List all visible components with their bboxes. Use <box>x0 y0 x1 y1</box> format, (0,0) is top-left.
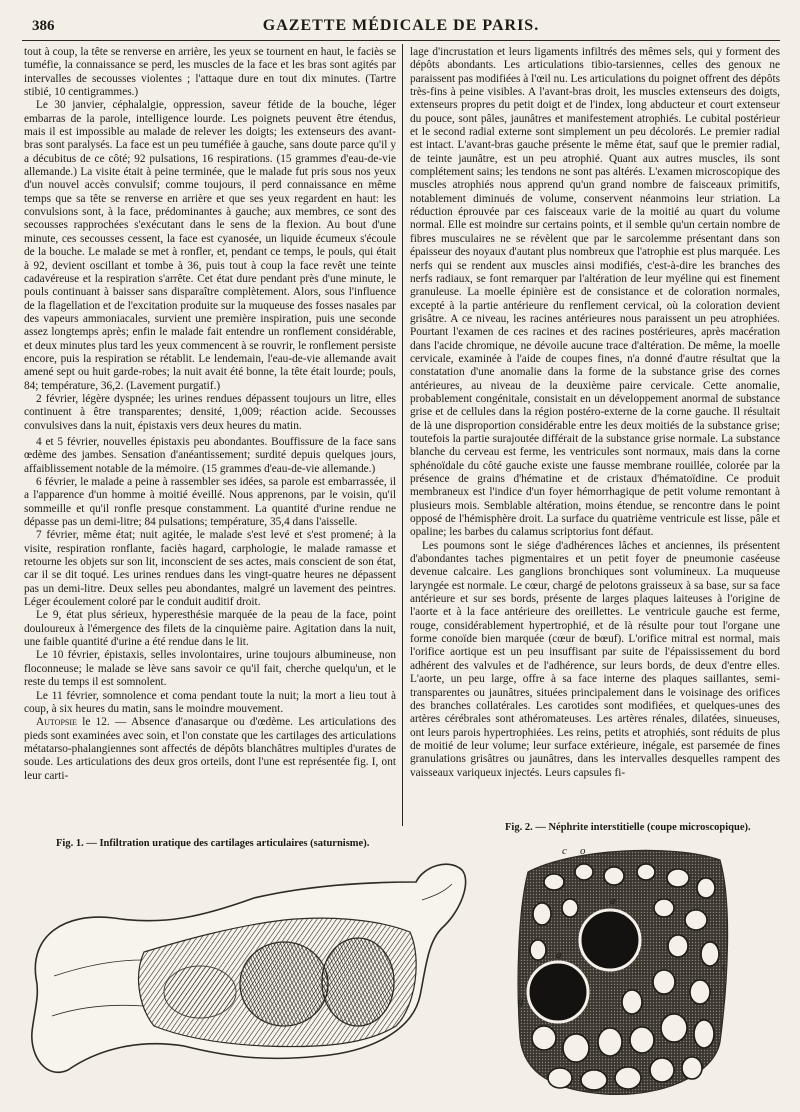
journal-title: GAZETTE MÉDICALE DE PARIS. <box>262 17 540 34</box>
autopsy-text: le 12. — Absence d'anasarque ou d'œdème. Les articulations des pieds sont examinées avec soin, et l'on constate que les cartilages des articulations métatarso-phalangiennes sont affectés de dépôts blanchâtres multiples d'urates de soude. Les articulations des deux gros orteils, dont l'une est représentée fig. I, ont leur carti- <box>24 716 396 782</box>
tubule <box>562 899 578 917</box>
page-header <box>22 14 780 41</box>
tubule <box>581 1070 607 1090</box>
tubule <box>533 903 551 925</box>
column-divider <box>402 44 403 826</box>
tubule <box>650 1058 674 1082</box>
tubule <box>701 942 719 966</box>
tubule <box>697 878 715 898</box>
page-number: 386 <box>32 18 55 34</box>
tubule <box>690 980 710 1004</box>
paragraph: lage d'incrustation et leurs ligaments infiltrés des mêmes sels, qui y forment des dépôts abondants. Les articulations tibio-tarsiennes, celles des genoux ne paraissent pas modifiées à l'œil nu. Les articulations du poignet offrent des dépôts très-fins à peine visibles. A l'avant-bras droit, les muscles extenseurs des doigts, extenseurs propres du petit doigt et de l'index, long abducteur et court extenseur du pouce, sont pâles, jaunâtres et manifestement atrophiés. Le cubital postérieur et le second radial externe sont simplement un peu décolorés. Le premier radial est intact. L'avant-bras gauche présente le même état, sauf que le premier radial, de teinte jaunâtre, est un peu atrophié. Quant aux autres muscles, ils sont complétement sains; les tendons ne sont pas altérés. L'examen microscopique des muscles atrophiés nous apprend qu'un grand nombre de faisceaux primitifs, notablement diminués de volume, conservent néanmoins leur striation. La réduction éprouvée par ces faisceaux varie de la moitié au quart du volume normal. Elle est moindre sur certains points, et il semble qu'un certain nombre de fibres musculaires ne se révèlent que par le sarcolemme présentant dans son épaisseur des noyaux d'autant plus nombreux que l'atrophie est plus marquée. Les nerfs qui se rendent aux muscles ainsi modifiés, c'est-à-dire les branches des nerfs radiaux, se font remarquer par l'altération de leur myéline qui est finement granuleuse. La moelle épinière est de consistance et de coloration normales, excepté à la partie antérieure du renflement cervical, où la coloration devient grisâtre. A ce niveau, les racines antérieures nous paraissent un peu atrophiées. Pourtant l'examen de ces racines et des racines postérieures, après macération dans l'acide chromique, ne dévoile aucune trace d'altération. De même, la moelle cervicale, examinée à l'aide de coupes fines, n'a donné d'autre résultat que la constatation d'une anomalie dans la forme de la substance grise des cornes antérieures, au niveau de la deuxième paire cervicale. Cette anomalie, probablement congénitale, consistait en un développement anormal de substance grise et de cellules dans la région postéro-externe de la corne gauche. Il résultait de là une disproportion considérable entre les deux moitiés de la substance grise; toutefois la partie surajoutée différait de la substance grise normale. La substance blanche du cerveau est ferme, les ventricules sont normaux, mais dans la corne sphénoïdale du côté gauche existe une fausse membrane rouillée, colorée par la présence de grains d'hématine et de cristaux d'hématoïdine. Ce produit membraneux est l'indice d'un foyer hémorrhagique de petit volume remontant à plusieurs mois. Semblable altération, moins étendue, se rencontre dans le point opposé de l'hémisphère droit. La surface du quatrième ventricule est lisse, pâle et opaline; les barbes du calamus scriptorius font défaut. <box>410 46 780 539</box>
tubule <box>530 940 546 960</box>
tubule <box>630 1027 654 1053</box>
tubule <box>637 864 655 880</box>
glomerulus <box>528 962 588 1022</box>
paragraph: Les poumons sont le siége d'adhérences lâches et anciennes, ils présentent d'abondantes taches pigmentaires et un petit foyer de pneumonie caséeuse devenue calcaire. Les ganglions bronchiques sont volumineux. La muqueuse laryngée est normale. Le cœur, chargé de pelotons graisseux à sa base, sur sa face antérieure et sur ses bords, présente de larges plaques laiteuses à l'origine de l'aorte et à la face antérieure des oreillettes. Le ventricule gauche est ferme, rouge, considérablement hypertrophié, et de là résulte pour tout l'organe une forme conoïde bien marquée (cœur de bœuf). L'orifice mitral est normal, mais l'orifice aortique est un peu insuffisant par suite de l'épaississement du bord adhérent des valvules et de l'adhérence, sur leurs bords, de deux d'entre elles. L'aorte, un peu large, offre à sa face interne des plaques saillantes, semi-transparentes ou jaunâtres, situées principalement dans le voisinage des orifices des branches collatérales. Les carotides sont modifiées, et quelques-unes des artères cérébrales sont athéromateuses. Les artères rénales, dilatées, sinueuses, ont leurs parois hypertrophiées. Les reins, petits et atrophiés, sont réduits de plus de moitié de leur volume; leur surface extérieure, inégale, est parsemée de fines granulations grisâtres ou jaunâtres, dans les intervalles desquelles rampent des vaisseaux variqueux injectés. Leurs capsules fi- <box>410 539 780 779</box>
paragraph: 7 février, même état; nuit agitée, le malade s'est levé et s'est promené; à la visite, respiration ronflante, faciès hagard, carphologie, le malade ramasse et retourne les objets sur son lit, inconscient de ses actes, mais conscient de son état, car il se dit toqué. Les urines rendues dans les vingt-quatre heures ne dépassent pas un demi-litre. Deux selles peu abondantes, malgré un lavement des peintres. Léger écoulement coloré par le conduit auditif droit. <box>24 529 396 609</box>
tubule <box>682 1057 702 1079</box>
glomerulus <box>580 910 640 970</box>
figure-1-caption: Fig. 1. — Infiltration uratique des cartilages articulaires (saturnisme). <box>56 838 370 849</box>
figure-letter: a <box>610 895 616 907</box>
urate-deposit <box>240 942 328 1026</box>
tubule <box>654 899 674 917</box>
autopsy-paragraph <box>24 716 396 783</box>
figure-letter: c <box>562 845 567 857</box>
figure-2-kidney-section <box>514 842 736 1102</box>
tubule <box>548 1068 572 1088</box>
figure-1-bone-engraving <box>24 856 474 1096</box>
tubule <box>544 874 564 890</box>
figure-2-caption: Fig. 2. — Néphrite interstitielle (coupe microscopique). <box>505 822 751 833</box>
tubule <box>532 1026 556 1050</box>
left-column <box>24 46 396 826</box>
autopsy-label: Autopsie <box>36 716 77 729</box>
paragraph: Le 9, état plus sérieux, hyperesthésie marquée de la peau de la face, point douloureux à l'émergence des filets de la cinquième paire. Agitation dans la nuit, une faible quantité d'urine a été rendue dans le lit. <box>24 609 396 649</box>
figure-letter: c <box>722 961 727 973</box>
paragraph: Le 30 janvier, céphalalgie, oppression, saveur fétide de la bouche, léger embarras de la parole, intelligence lourde. Les poignets peuvent être étendus, mais il est impossible au malade de relever les doigts; les extenseurs des avant-bras sont paralysés. La face est un peu tuméfiée à gauche, sans doute parce qu'il y a décubitus de ce côté; 92 pulsations, 16 respirations. (15 grammes d'eau-de-vie allemande.) La visite était à peine terminée, que le malade fut pris sous nos yeux d'un nouvel accès convulsif; comme toujours, il perd connaissance en même temps que sa tête se renverse en arrière et que ses yeux regardent en haut: les convulsions sont, à la face, prédominantes à gauche; aux membres, ce sont des secousses rapprochées s'exécutant dans le sens de la flexion. Au bout d'une minute, ces secousses cessent, la face est cyanosée, un liquide écumeux s'écoule de la bouche. Le malade se met à ronfler, et, pendant ce temps, le pouls, qui était à 92, devient oscillant et tombe à 36, puis tout à coup la face revêt une teinte cadavéreuse et la respiration s'arrête. Cet état dure pendant près d'une minute, le pouls continuant à baisser sans disparaître complètement. Alors, sous l'influence de la flagellation et de l'excitation produite sur la muqueuse des fosses nasales par des vapeurs ammoniacales, survient une première inspiration, puis une seconde assez longtemps après; enfin le malade fait entendre un ronflement considérable, et deux minutes plus tard les yeux commencent à se rouvrir, le ronflement persiste encore, puis la respiration se rétablit. Le lendemain, l'eau-de-vie allemande avait amené sept ou huit garde-robes; la nuit avait été bonne, la tête était lourde; pouls, 84; température, 36,2. (Lavement purgatif.) <box>24 99 396 392</box>
tubule <box>668 935 688 957</box>
paragraph: Le 10 février, épistaxis, selles involontaires, urine toujours albumineuse, non floconneuse; le malade se lève sans savoir ce qu'il fait, cherche quelqu'un, et le reste du temps il est somnolent. <box>24 649 396 689</box>
tubule <box>622 990 642 1014</box>
figure-letter: g <box>518 995 524 1007</box>
tubule <box>575 864 593 880</box>
tubule <box>685 910 707 930</box>
tubule <box>667 869 689 887</box>
paragraph: 2 février, légère dyspnée; les urines rendues dépassent toujours un litre, elles continuent à être transparentes; densité, 1,009; réaction acide. Secousses convulsives dans la nuit, épistaxis vers deux heures du matin. <box>24 392 396 432</box>
tubule <box>598 1028 622 1056</box>
paragraph: 4 et 5 février, nouvelles épistaxis peu abondantes. Bouffissure de la face sans œdème des jambes. Sensation d'anéantissement; surdité depuis quelques jours, affaiblissement notable de la mémoire. (15 grammes d'eau-de-vie allemande.) <box>24 435 396 475</box>
tubule <box>653 970 675 994</box>
tubule <box>615 1067 641 1089</box>
right-column <box>410 46 780 818</box>
paragraph: 6 février, le malade a peine à rassembler ses idées, sa parole est embarrassée, il a l'apparence d'un homme à moitié éveillé. Nous apprenons, par le voisin, qu'il sommeille et qu'il ronfle presque constamment. La quantité d'urine rendue ne dépasse pas un demi-litre; 84 pulsations; température, 35,4 dans l'aisselle. <box>24 476 396 529</box>
tubule <box>604 867 624 885</box>
tubule <box>563 1034 589 1062</box>
tubule <box>694 1020 714 1048</box>
paragraph: Le 11 février, somnolence et coma pendant toute la nuit; la mort a lieu tout à coup, à six heures du matin, sans le moindre mouvement. <box>24 689 396 715</box>
figure-letter: a <box>556 949 562 961</box>
urate-deposit <box>164 966 236 1018</box>
urate-deposit <box>322 938 394 1026</box>
tubule <box>661 1014 687 1042</box>
figure-letter: o <box>580 845 586 857</box>
paragraph: tout à coup, la tête se renverse en arrière, les yeux se tournent en haut, le faciès se tuméfie, la connaissance se perd, les muscles de la face et les bras sont agités par intervalles de secousses violentes ; l'attaque dure en tout dix minutes. (Tartre stibié, 10 centigrammes.) <box>24 46 396 99</box>
